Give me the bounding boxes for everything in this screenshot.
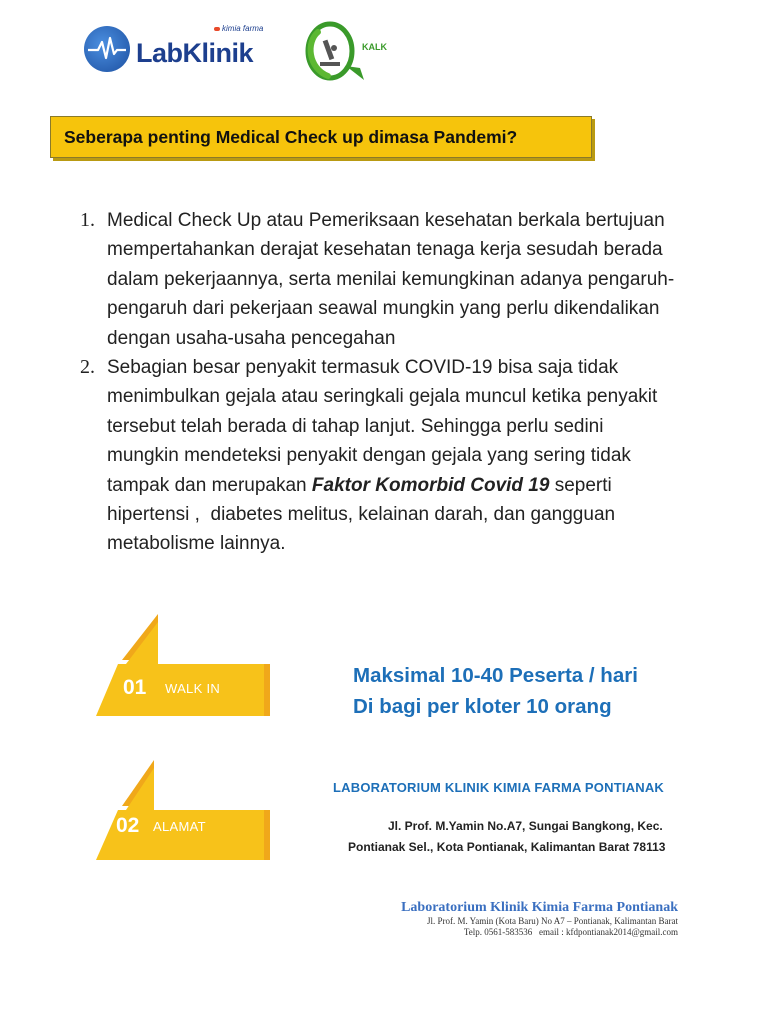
labklinik-logo (84, 24, 264, 76)
list-item (80, 206, 720, 353)
list-line: pengaruh dari pekerjaan seawal mungkin yang perlu dikendalikan (107, 298, 660, 320)
badge-number: 01 (123, 676, 147, 699)
capacity-line: Maksimal 10-40 Peserta / hari (353, 664, 638, 687)
footer-title: Laboratorium Klinik Kimia Farma Pontianak (401, 900, 678, 915)
list-number: 2. (80, 356, 95, 379)
footer-contact: Telp. 0561-583536 email : kfdpontianak2014@gmail.com (463, 927, 678, 937)
list-text: tampak dan merupakan (107, 474, 312, 496)
list-text: seperti (549, 474, 612, 496)
heartbeat-icon (84, 26, 130, 72)
capacity-info (353, 660, 638, 722)
list-line: dalam pekerjaannya, serta menilai kemungkinan adanya pengaruh- (107, 268, 675, 290)
badge-label: ALAMAT (153, 819, 206, 834)
list-line: menimbulkan gejala atau seringkali gejala muncul ketika penyakit (107, 386, 658, 408)
list-line: dengan usaha-usaha pencegahan (107, 327, 396, 349)
list-line (107, 471, 720, 500)
comorbid-emphasis: Faktor Komorbid Covid 19 (311, 474, 550, 496)
kalk-text: KALK (362, 42, 387, 52)
list-line: hipertensi , diabetes melitus, kelainan darah, dan gangguan (107, 504, 616, 526)
list-line: metabolisme lainnya. (107, 533, 286, 555)
lab-name: LABORATORIUM KLINIK KIMIA FARMA PONTIANAK (333, 780, 665, 795)
walk-in-badge (96, 614, 270, 714)
list-item (80, 353, 720, 559)
list-line: Medical Check Up atau Pemeriksaan kesehatan berkala bertujuan (107, 210, 665, 231)
page-title: Seberapa penting Medical Check up dimasa Pandemi? (64, 126, 518, 147)
kalk-logo (300, 18, 400, 84)
address-badge (96, 760, 270, 860)
badge-label: WALK IN (165, 681, 221, 696)
badge-shape-icon (96, 614, 270, 718)
footer-address: Jl. Prof. M. Yamin (Kota Baru) No A7 – Pontianak, Kalimantan Barat (427, 916, 678, 926)
footer (401, 900, 678, 938)
labklinik-brand: LabKlinik (136, 38, 254, 68)
kimia-farma-mark (214, 27, 220, 31)
capacity-line: Di bagi per kloter 10 orang (353, 695, 612, 718)
list-line: mempertahankan derajat kesehatan tenaga kerja sesudah berada (107, 239, 663, 261)
address-line: Jl. Prof. M.Yamin No.A7, Sungai Bangkong, Kec. (388, 819, 663, 833)
title-banner (50, 116, 592, 158)
list-line: tersebut telah berada di tahap lanjut. Sehingga perlu sedini (107, 415, 604, 437)
list-line: Sebagian besar penyakit termasuk COVID-19 bisa saja tidak (107, 357, 619, 379)
labklinik-sub: kimia farma (222, 24, 264, 33)
address-line: Pontianak Sel., Kota Pontianak, Kalimantan Barat 78113 (348, 840, 666, 854)
benefit-list (80, 206, 720, 559)
list-line: mungkin mendeteksi penyakit dengan gejala yang sering tidak (107, 445, 631, 467)
badge-shape-icon (96, 760, 270, 864)
list-number: 1. (80, 209, 95, 231)
address-block (348, 816, 665, 858)
badge-number: 02 (116, 814, 140, 837)
